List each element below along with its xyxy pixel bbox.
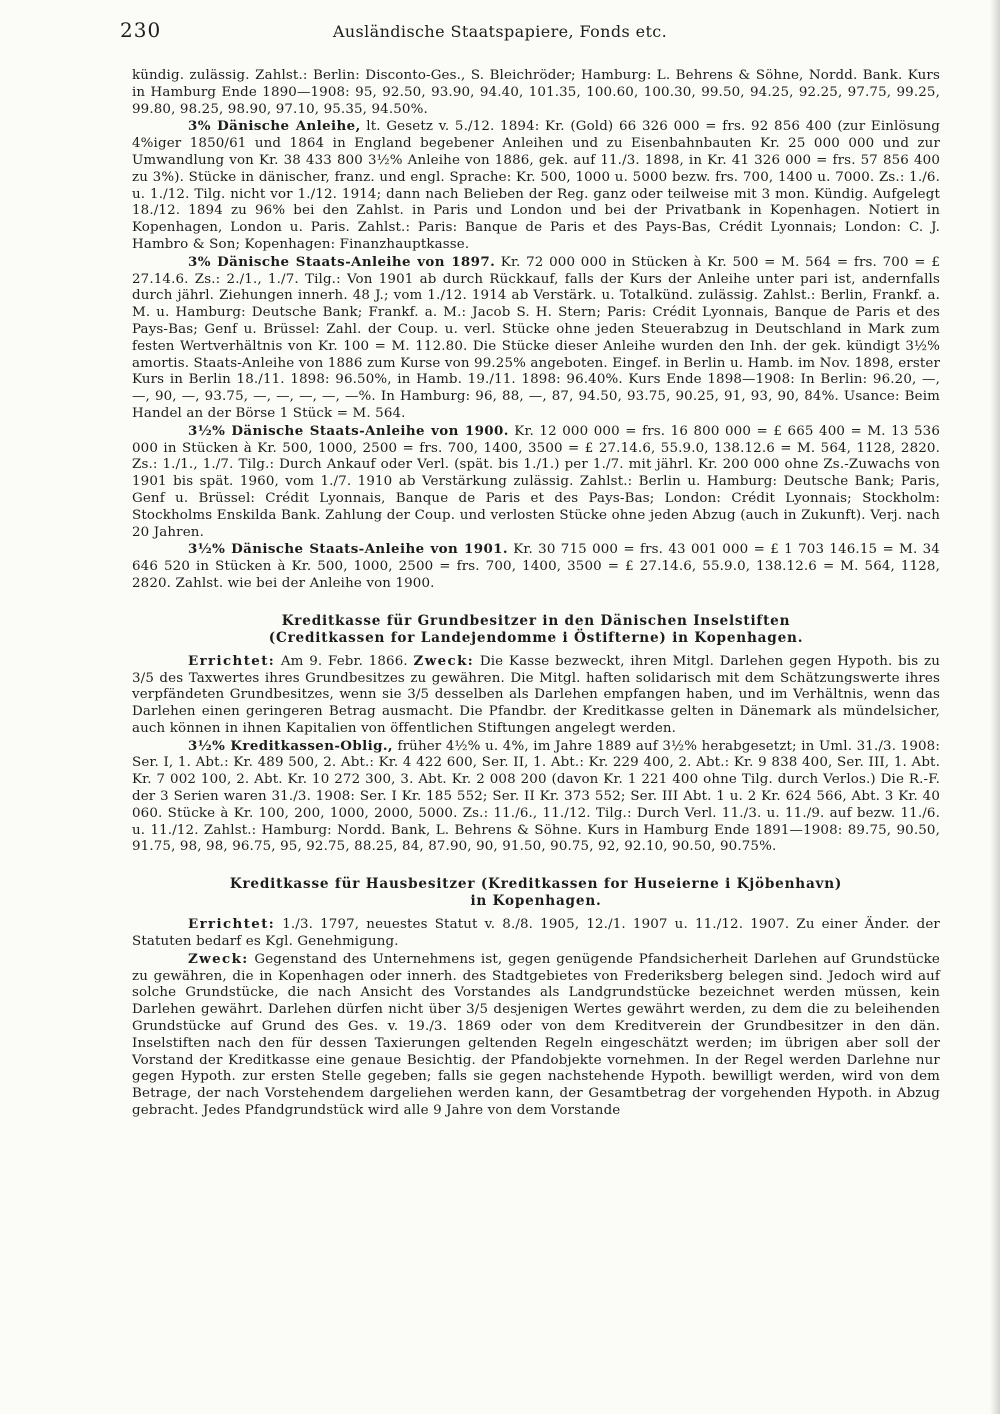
errichtet-label: Errichtet: — [188, 652, 276, 669]
section-2-zweck-paragraph — [132, 951, 940, 1120]
page-edge-shadow — [990, 0, 1000, 1414]
errichtet-text: 1./3. 1797, neuestes Statut v. 8./8. 1905, 12./1. 1907 u. 11./12. 1907. Zu einer Änder. der Statuten bedarf es Kgl. Genehmigung. — [132, 917, 940, 950]
intro-paragraph: kündig. zulässig. Zahlst.: Berlin: Disconto-Ges., S. Bleichröder; Hamburg: L. Behrens & Söhne, Nordd. Bank. Kurs in Hamburg Ende 1890—1908: 95, 92.50, 93.90, 94.40, 101.35, 100.60, 100.30, 99.50, 94.25, 92.25, 97.75, 99.25, 99.80, 98.25, 98.90, 97.10, 95.35, 94.50%. — [132, 68, 940, 117]
loan-1900-title: 3½% Dänische Staats-Anleihe von 1900. — [188, 422, 509, 439]
section-1-heading-line-1: Kreditkasse für Grundbesitzer in den Dänischen Inselstiften — [281, 612, 791, 629]
page-header — [120, 18, 880, 48]
loan-1900-paragraph — [132, 423, 940, 542]
section-1-oblig-paragraph — [132, 738, 940, 857]
loan-1900-text: Kr. 12 000 000 = frs. 16 800 000 = £ 665 400 = M. 13 536 000 in Stücken à Kr. 500, 1000, 2500 = frs. 700, 1400, 3500 = £ 27.14.6, 55.9.0, 138.12.6 = M. 564, 1128, 2820. Zs.: 1./1., 1./7. Tilg.: Durch Ankauf oder Verl. (spät. bis 1./1.) per 1./7. mit jährl. Kr. 200 000 ohne Zs.-Zuwachs von 1901 bis spät. 1960, vom 1./7. 1910 ab Verstärkung zulässig. Zahlst.: Berlin u. Hamburg: Deutsche Bank; Paris, Genf u. Brüssel: Crédit Lyonnais, Banque de Paris et des Pays-Bas; London: Crédit Lyonnais; Stockholm: Stockholms Enskilda Bank. Zahlung der Coup. und verlosten Stücke ohne jeden Abzug (auch in Zukunft). Verj. nach 20 Jahren. — [132, 423, 940, 540]
zweck-text: Die Kasse bezweckt, ihren Mitgl. Darlehen gegen Hypoth. bis zu 3/5 des Taxwertes ihres Grundbesitzes zu gewähren. Die Mitgl. haften solidarisch mit dem Schätzungswerte ihres verpfändeten Grundbesitzes, wenn sie 3/5 desselben als Darlehen empfangen haben, und im Verhältnis, wenn das Darlehen einen geringeren Betrag ausmacht. Die Pfandbr. der Kreditkasse gelten in Dänemark als mündelsicher, auch können in ihnen Kapitalien von öffentlichen Stiftungen angelegt werden. — [132, 653, 940, 736]
section-1-heading-line-2: (Creditkassen for Landejendomme i Östifterne) in Kopenhagen. — [268, 629, 804, 646]
section-1-errichtet-paragraph — [132, 653, 940, 738]
loan-1894-title: 3% Dänische Anleihe, — [188, 118, 361, 135]
section-heading-grundbesitzer — [132, 613, 940, 647]
loan-1897-title: 3% Dänische Staats-Anleihe von 1897. — [188, 253, 496, 270]
loan-1897-paragraph — [132, 254, 940, 423]
loan-1901-paragraph — [132, 541, 940, 592]
text-column — [132, 68, 940, 1120]
oblig-title: 3½% Kreditkassen-Oblig., — [188, 737, 393, 754]
section-2-heading-line-2: in Kopenhagen. — [470, 893, 602, 910]
loan-1901-title: 3½% Dänische Staats-Anleihe von 1901. — [188, 541, 508, 558]
zweck-label: Zweck: — [413, 652, 475, 669]
running-head: Ausländische Staatspapiere, Fonds etc. — [332, 22, 668, 41]
zweck-label: Zweck: — [188, 950, 249, 967]
zweck-text: Gegenstand des Unternehmens ist, gegen genügende Pfandsicherheit Darlehen auf Grundstücke zu gewähren, die in Kopenhagen oder innerh. des Stadtgebietes von Frederiksberg belegen sind. Jedoch wird auf solche Grundstücke, die nach Ansicht des Vorstandes als Landgrundstücke bezeichnet werden müssen, kein Darlehen gewährt. Darlehen dürfen nicht über 3/5 desjenigen Wertes gewährt werden, zu dem die zu beleihenden Grundstücke auf Grund des Ges. v. 19./3. 1869 oder von dem Kreditverein der Grundbesitzer in den dän. Inselstiften nach den für dessen Taxierungen geltenden Regeln eingeschätzt werden; im übrigen aber soll der Vorstand der Kreditkasse eine genaue Besichtig. der Pfandobjekte vornehmen. In der Regel werden Darlehne nur gegen Hypoth. zur ersten Stelle gegeben; falls sie gegen nachstehende Hypoth. bewilligt werden, wird von dem Betrage, der nach Vorstehendem dargeliehen werden kann, der Gesamtbetrag der vorgehenden Hypoth. in Abzug gebracht. Jedes Pfandgrundstück wird alle 9 Jahre von dem Vorstande — [132, 951, 940, 1119]
section-heading-hausbesitzer — [132, 876, 940, 910]
errichtet-label: Errichtet: — [188, 916, 276, 933]
page-number: 230 — [120, 18, 162, 42]
loan-1894-text: lt. Gesetz v. 5./12. 1894: Kr. (Gold) 66 326 000 = frs. 92 856 400 (zur Einlösung 4%iger 1850/61 und 1864 in England begebener Anleihen und zu Eisenbahnbauten Kr. 25 000 000 und zur Umwandlung von Kr. 38 433 800 3½% Anleihe von 1886, gek. auf 11./3. 1898, in Kr. 41 326 000 = frs. 57 856 400 zu 3%). Stücke in dänischer, franz. und engl. Sprache: Kr. 500, 1000 u. 5000 bezw. frs. 700, 1400 u. 7000. Zs.: 1./6. u. 1./12. Tilg. nicht vor 1./12. 1914; dann nach Belieben der Reg. ganz oder teilweise mit 3 mon. Kündig. Aufgelegt 18./12. 1894 zu 96% bei den Zahlst. in Paris und London und bei der Privatbank in Kopenhagen. Notiert in Kopenhagen, London u. Paris. Zahlst.: Paris: Banque de Paris et des Pays-Bas, Crédit Lyonnais; London: C. J. Hambro & Son; Kopenhagen: Finanzhauptkasse. — [132, 119, 940, 252]
errichtet-text: Am 9. Febr. 1866. — [275, 653, 414, 669]
oblig-text: früher 4½% u. 4%, im Jahre 1889 auf 3½% herabgesetzt; in Uml. 31./3. 1908: Ser. I, 1. Abt.: Kr. 489 500, 2. Abt.: Kr. 4 422 600, Ser. II, 1. Abt.: Kr. 229 400, 2. Abt.: Kr. 9 838 400, Ser. III, 1. Abt. Kr. 7 002 100, 2. Abt. Kr. 10 272 300, 3. Abt. Kr. 2 008 200 (davon Kr. 1 221 400 ohne Tilg. durch Verlos.) Die R.-F. der 3 Serien waren 31./3. 1908: Ser. I Kr. 185 552; Ser. II Kr. 373 552; Ser. III Abt. 1 u. 2 Kr. 624 566, Abt. 3 Kr. 40 060. Stücke à Kr. 100, 200, 1000, 2000, 5000. Zs.: 11./6., 11./12. Tilg.: Durch Verl. 11./3. u. 11./9. auf bezw. 11./6. u. 11./12. Zahlst.: Hamburg: Nordd. Bank, L. Behrens & Söhne. Kurs in Hamburg Ende 1891—1908: 89.75, 90.50, 91.75, 98, 98, 96.75, 95, 92.75, 88.25, 84, 87.90, 90, 91.50, 90.75, 92, 92.10, 90.50, 90.75%. — [132, 738, 940, 855]
loan-1901-text: Kr. 30 715 000 = frs. 43 001 000 = £ 1 703 146.15 = M. 34 646 520 in Stücken à Kr. 500, 1000, 2500 = frs. 700, 1400, 3500 = £ 27.14.6, 55.9.0, 138.12.6 = M. 564, 1128, 2820. Zahlst. wie bei der Anleihe von 1900. — [132, 542, 940, 591]
loan-1897-text: Kr. 72 000 000 in Stücken à Kr. 500 = M. 564 = frs. 700 = £ 27.14.6. Zs.: 2./1., 1./7. Tilg.: Von 1901 ab durch Rückkauf, falls der Kurs der Anleihe unter pari ist, andernfalls durch jährl. Ziehungen innerh. 48 J.; vom 1./12. 1914 ab Verstärk. u. Totalkünd. zulässig. Zahlst.: Berlin, Frankf. a. M. u. Hamburg: Deutsche Bank; Frankf. a. M.: Jacob S. H. Stern; Paris: Crédit Lyonnais, Banque de Paris et des Pays-Bas; Genf u. Brüssel: Zahl. der Coup. u. verl. Stücke ohne jeden Steuerabzug in Deutschland in Mark zum festen Wertverhältnis von Kr. 100 = M. 112.80. Die Stücke dieser Anleihe wurden den Inh. der gek. kündigt 3½% amortis. Staats-Anleihe von 1886 zum Kurse von 99.25% angeboten. Eingef. in Berlin u. Hamb. im Nov. 1898, erster Kurs in Berlin 18./11. 1898: 96.50%, in Hamb. 19./11. 1898: 96.40%. Kurs Ende 1898—1908: In Berlin: 96.20, —, —, 90, —, 93.75, —, —, —, —, —%. In Hamburg: 96, 88, —, 87, 94.50, 93.75, 90.25, 91, 93, 90, 84%. Usance: Beim Handel an der Börse 1 Stück = M. 564. — [132, 254, 941, 421]
section-2-errichtet-paragraph — [132, 916, 940, 951]
loan-1894-paragraph — [132, 118, 940, 253]
section-2-heading-line-1: Kreditkasse für Hausbesitzer (Kreditkassen for Huseierne i Kjöbenhavn) — [229, 876, 843, 893]
